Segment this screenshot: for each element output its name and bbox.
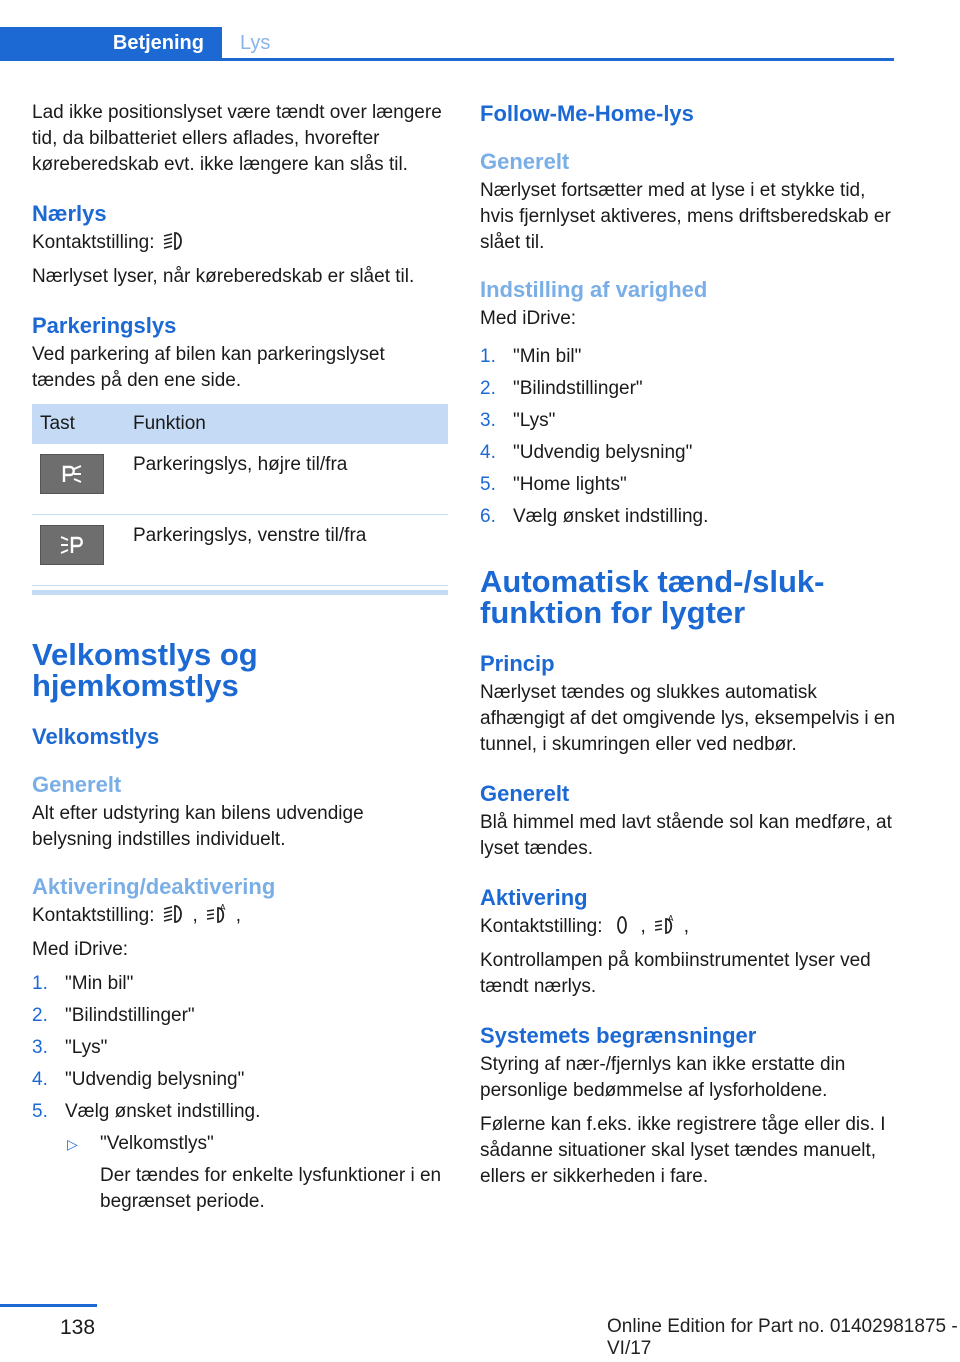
list-item: 6. Vælg ønsket indstilling. [480, 506, 709, 527]
tab-betjening[interactable] [0, 27, 222, 61]
list-item: 4. "Udvendig belysning" [32, 1069, 245, 1090]
limits-heading: Systemets begrænsninger [480, 1023, 757, 1048]
velkomst-generelt-text: Alt efter udstyring kan bilens udvendige belysning indstilles individuelt. [32, 803, 364, 850]
tab-betjening-label: Betjening [112, 32, 204, 54]
right-column [480, 100, 896, 1198]
velkomst-sub-item: ▷ "Velkomstlys" Der tændes for enkelte lysfunktioner i en begrænset periode. [67, 1133, 442, 1212]
auto-switch-line: Kontaktstilling: , A , [480, 914, 690, 937]
page-number: 138 [60, 1316, 96, 1339]
idrive-label: Med iDrive: [32, 939, 129, 960]
edition-footer: Online Edition for Part no. 01402981875 - VI/17 [607, 1316, 958, 1359]
table-header-key: Tast [32, 404, 125, 444]
parkeringslys-heading: Parkeringslys [32, 313, 177, 338]
table-cell-function: Parkeringslys, højre til/fra [125, 444, 448, 515]
switch-label: Kontaktstilling: [32, 232, 155, 253]
velkomst-steps [32, 971, 448, 1125]
list-item: 3. "Lys" [32, 1037, 108, 1058]
list-item: 1. "Min bil" [32, 973, 134, 994]
parking-light-left-icon [40, 525, 104, 565]
table-cell-function: Parkeringslys, venstre til/fra [125, 515, 448, 586]
list-item: 1. "Min bil" [480, 346, 582, 367]
parkeringslys-text: Ved parkering af bilen kan parkeringslyset tændes på den ene side. [32, 344, 385, 391]
list-item: 5. "Home lights" [480, 474, 627, 495]
follow-generelt-text: Nærlyset fortsætter med at lyse i et stykke tid, hvis fjernlyset aktiveres, mens driftsberedskab er slået til. [480, 180, 891, 253]
list-item: 5. Vælg ønsket indstilling. [32, 1101, 261, 1122]
svg-text:A: A [219, 903, 226, 912]
aktivering-deaktivering-heading: Aktivering/deaktivering [32, 874, 276, 899]
low-beam-icon [161, 230, 187, 252]
parking-light-right-icon [40, 454, 104, 494]
list-item: 2. "Bilindstillinger" [32, 1005, 195, 1026]
chapter-tab-bar [0, 27, 894, 61]
idrive-label: Med iDrive: [480, 308, 577, 329]
auto-generelt-heading: Generelt [480, 781, 570, 806]
table-header-function: Funktion [125, 404, 448, 444]
triangle-marker-icon: ▷ [67, 1136, 78, 1152]
auto-generelt-text: Blå himmel med lavt stående sol kan medføre, at lyset tændes. [480, 812, 892, 859]
list-item: 3. "Lys" [480, 410, 556, 431]
left-column [32, 100, 448, 1215]
auto-light-icon [652, 914, 678, 936]
tab-lys[interactable]: Lys [240, 32, 271, 54]
auto-light-icon [204, 903, 230, 925]
follow-generelt-heading: Generelt [480, 149, 570, 174]
list-item: 4. "Udvendig belysning" [480, 442, 693, 463]
list-item: 2. "Bilindstillinger" [480, 378, 643, 399]
tab-underline [0, 58, 894, 61]
naerlys-switch-line [32, 230, 448, 256]
velkomst-heading: Velkomstlys og hjemkomstlys [32, 637, 258, 703]
aktivering-heading: Aktivering [480, 885, 588, 910]
parking-light-table [32, 404, 448, 586]
velkomstlys-subheading: Velkomstlys [32, 724, 160, 749]
side-light-icon [609, 914, 635, 936]
naerlys-text: Nærlyset lyser, når køreberedskab er slået til. [32, 266, 415, 287]
princip-heading: Princip [480, 651, 555, 676]
footer-line [0, 1304, 97, 1307]
auto-light-heading: Automatisk tænd-/sluk- funktion for lygter [480, 564, 825, 630]
varighed-heading: Indstilling af varighed [480, 277, 708, 302]
velkomst-generelt-heading: Generelt [32, 772, 122, 797]
naerlys-heading: Nærlys [32, 201, 107, 226]
follow-steps [480, 344, 896, 530]
follow-me-home-heading: Follow-Me-Home-lys [480, 101, 694, 126]
table-row [32, 515, 448, 586]
low-beam-icon [161, 903, 187, 925]
table-end-bar [32, 590, 448, 595]
limits-text-1: Styring af nær-/fjernlys kan ikke erstatte din personlige bedømmelse af lysforholdene. [480, 1054, 846, 1101]
velkomst-switch-line: Kontaktstilling: , A , [32, 903, 242, 926]
table-row [32, 444, 448, 515]
limits-text-2: Følerne kan f.eks. ikke registrere tåge eller dis. I sådanne situationer skal lyset tændes manuelt, ellers er sikkerheden i fare. [480, 1114, 886, 1187]
intro-paragraph: Lad ikke positionslyset være tændt over længere tid, da bilbatteriet ellers aflades, hvorefter køreberedskab evt. ikke længere kan slås til. [32, 102, 442, 175]
aktivering-text: Kontrollampen på kombiinstrumentet lyser ved tændt nærlys. [480, 950, 871, 997]
princip-text: Nærlyset tændes og slukkes automatisk afhængigt af det omgivende lys, eksempelvis i en tunnel, i skumringen eller ved nedbør. [480, 682, 896, 755]
svg-text:A: A [667, 914, 674, 923]
